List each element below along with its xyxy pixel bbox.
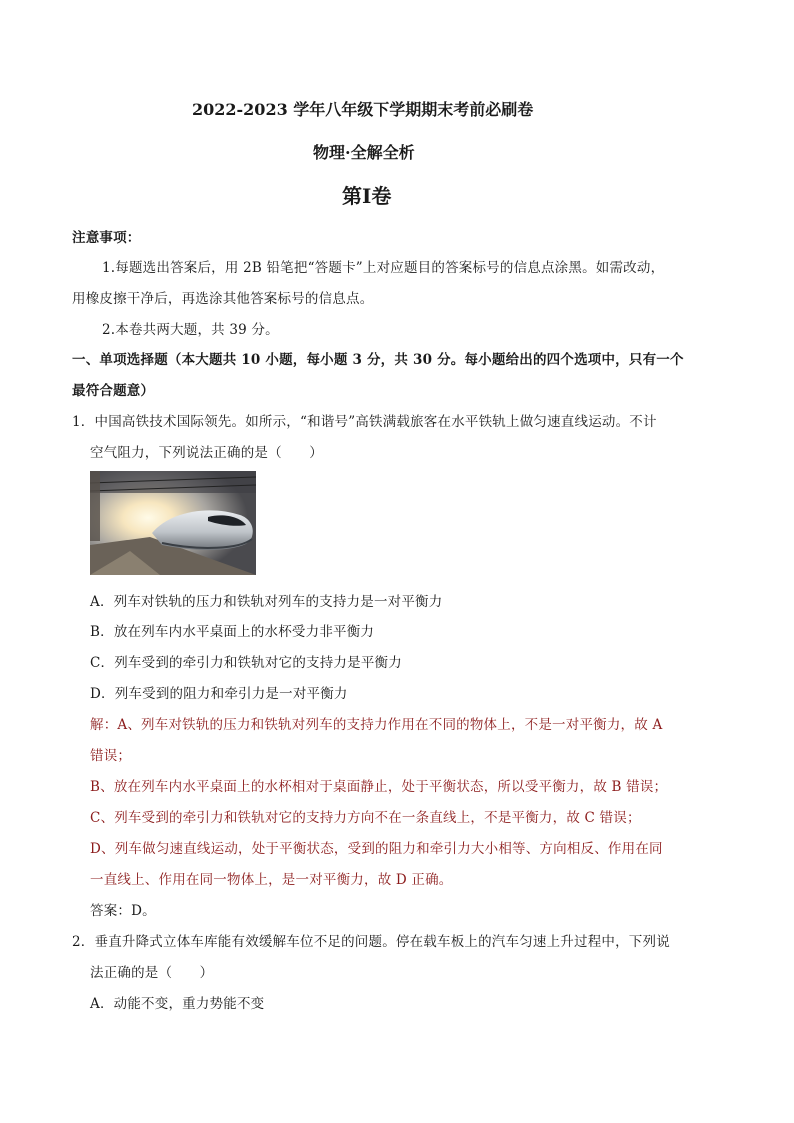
q1-solution-line-3: B、放在列车内水平桌面上的水杯相对于桌面静止，处于平衡状态，所以受平衡力，故 B 错误； — [90, 779, 668, 795]
q1-stem-line-2: 空气阻力，下列说法正确的是（ ） — [90, 445, 323, 461]
q2-stem-line-2: 法正确的是（ ） — [90, 965, 214, 981]
high-speed-train-image — [90, 471, 256, 575]
q1-answer: 答案：D。 — [90, 903, 156, 919]
q1-option-d: D．列车受到的阻力和牵引力是一对平衡力 — [90, 686, 348, 702]
q1-solution-line-1: 解：A、列车对铁轨的压力和铁轨对列车的支持力作用在不同的物体上，不是一对平衡力，故 A — [90, 717, 663, 733]
q1-option-b: B．放在列车内水平桌面上的水杯受力非平衡力 — [90, 624, 375, 640]
notes-item-2: 2.本卷共两大题，共 39 分。 — [102, 322, 279, 338]
train-photo — [90, 471, 256, 575]
q1-solution-line-2: 错误； — [90, 748, 132, 764]
exam-subtitle: 物理·全解全析 — [313, 143, 415, 162]
q2-option-a: A．动能不变，重力势能不变 — [90, 996, 265, 1012]
q2-stem-line-1: 2．垂直升降式立体车库能有效缓解车位不足的问题。停在载车板上的汽车匀速上升过程中，下列说 — [72, 934, 670, 950]
q1-option-c: C．列车受到的牵引力和铁轨对它的支持力是平衡力 — [90, 655, 402, 671]
q1-solution-line-4: C、列车受到的牵引力和铁轨对它的支持力方向不在一条直线上，不是平衡力，故 C 错误； — [90, 810, 641, 826]
exam-title: 2022-2023 学年八年级下学期期末考前必刷卷 — [192, 100, 534, 119]
q1-option-a: A．列车对铁轨的压力和铁轨对列车的支持力是一对平衡力 — [90, 594, 443, 610]
notes-item-1-line-2: 用橡皮擦干净后，再选涂其他答案标号的信息点。 — [72, 291, 374, 307]
q1-solution-line-6: 一直线上、作用在同一物体上，是一对平衡力，故 D 正确。 — [90, 872, 453, 888]
section-heading-line-2: 最符合题意） — [72, 383, 155, 399]
q1-solution-line-5: D、列车做匀速直线运动，处于平衡状态，受到的阻力和牵引力大小相等、方向相反、作用在同 — [90, 841, 663, 857]
volume-title: 第Ⅰ卷 — [342, 184, 392, 208]
q1-stem-line-1: 1．中国高铁技术国际领先。如所示，“和谐号”高铁满载旅客在水平铁轨上做匀速直线运动。不计 — [72, 414, 657, 430]
notes-heading: 注意事项： — [72, 230, 141, 246]
section-heading-line-1: 一、单项选择题（本大题共 10 小题，每小题 3 分，共 30 分。每小题给出的四个选项中，只有一个 — [72, 352, 684, 368]
notes-item-1-line-1: 1.每题选出答案后，用 2B 铅笔把“答题卡”上对应题目的答案标号的信息点涂黑。如需改动， — [102, 260, 665, 276]
